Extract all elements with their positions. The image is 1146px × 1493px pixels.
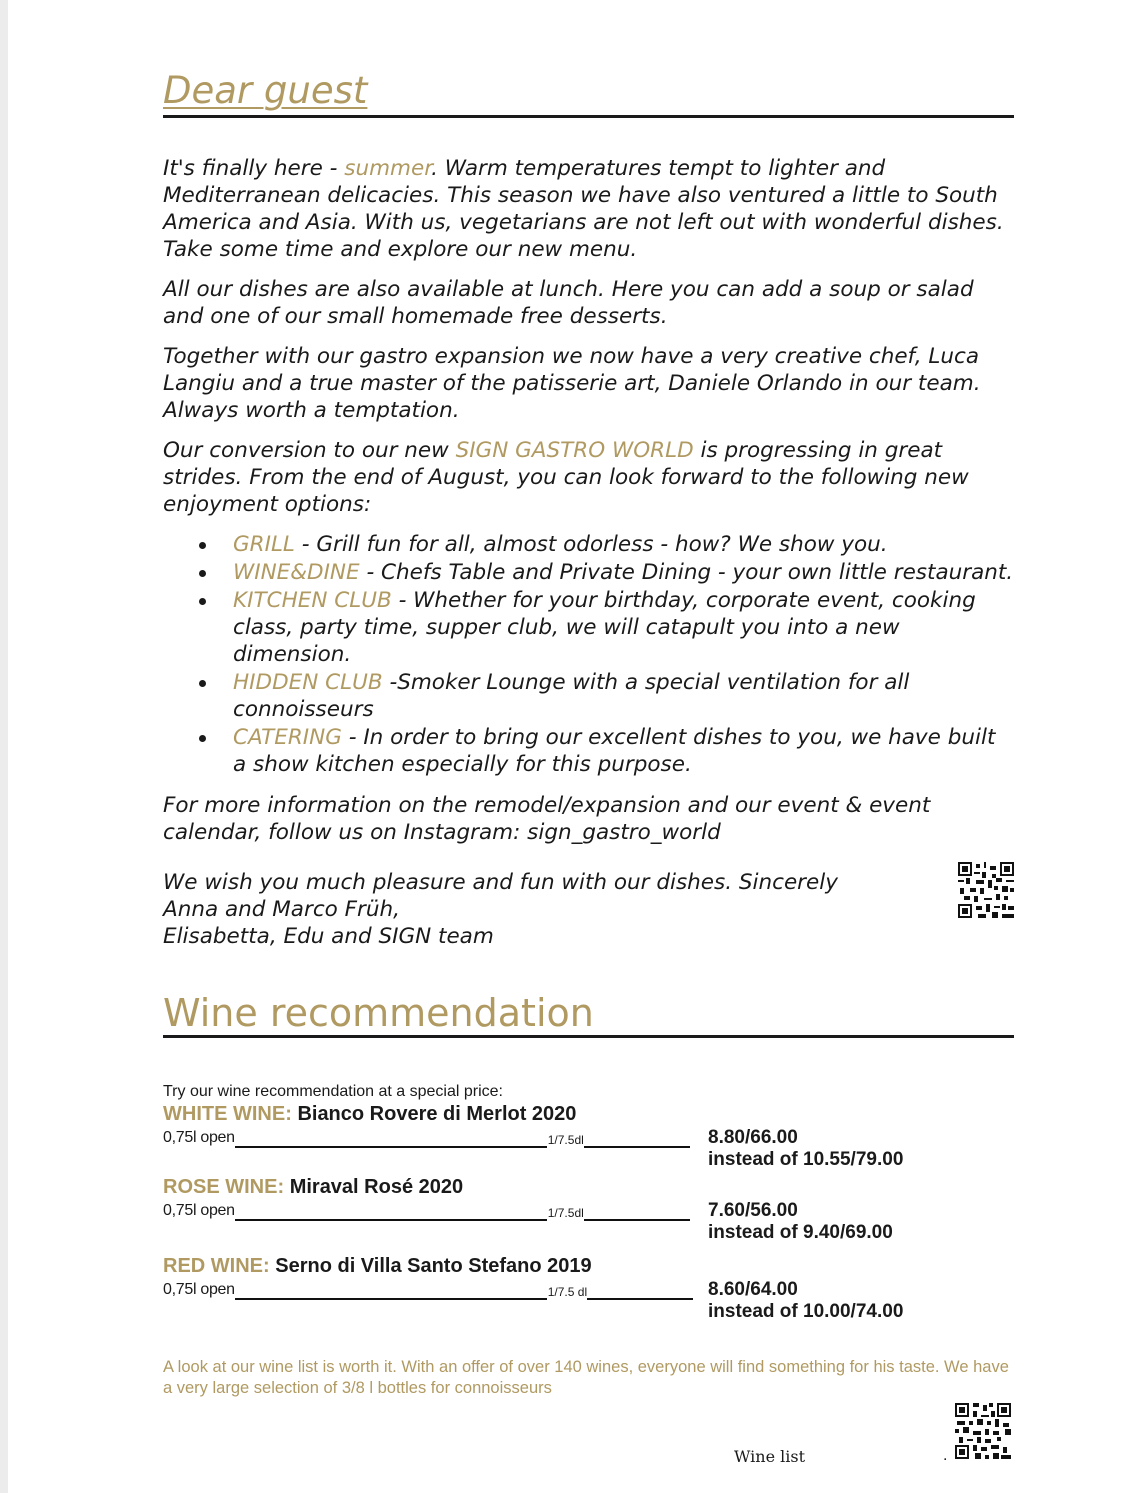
wine-price: 7.60/56.00	[708, 1200, 798, 1221]
wine-title	[163, 1102, 1014, 1126]
wine-recommendation-heading: Wine recommendation	[163, 994, 1014, 1038]
instagram-qr-code-icon[interactable]	[958, 862, 1014, 918]
wine-price: 8.60/64.00	[708, 1279, 798, 1300]
wine-name: Miraval Rosé 2020	[289, 1176, 464, 1198]
price-leader-line	[235, 1205, 547, 1221]
letter-body	[163, 155, 1014, 950]
wine-item-white	[163, 1102, 1014, 1171]
p4-intro: Our conversion to our new	[163, 438, 456, 463]
wine-category: RED WINE:	[163, 1255, 270, 1277]
wine-intro: Try our wine recommendation at a special price:	[163, 1083, 503, 1100]
option-desc: - Grill fun for all, almost odorless - how? We show you.	[294, 532, 888, 557]
price-leader-line	[584, 1132, 690, 1148]
wine-name: Serno di Villa Santo Stefano 2019	[275, 1255, 592, 1277]
wine-list-footer	[163, 1403, 1014, 1473]
letter-paragraph-5: For more information on the remodel/expansion and our event & event calendar, follow us on Instagram: sign_gastro_world	[163, 793, 931, 845]
option-desc: - In order to bring our excellent dishes to you, we have built a show kitchen especially for this purpose.	[233, 725, 996, 777]
footer-dot: .	[943, 1447, 948, 1464]
page-edge	[0, 0, 8, 1493]
wine-title	[163, 1175, 1014, 1199]
wine-item-red	[163, 1254, 1014, 1323]
summer-highlight: summer	[344, 156, 432, 181]
option-desc: -Smoker Lounge with a special ventilation for all connoisseurs	[233, 670, 910, 722]
dear-guest-heading: Dear guest	[163, 72, 1014, 118]
wine-regular-price: instead of 10.00/74.00	[708, 1301, 904, 1322]
wine-item-rose	[163, 1175, 1014, 1244]
wine-portion: 1/7.5dl	[547, 1206, 584, 1220]
wine-name: Bianco Rovere di Merlot 2020	[297, 1103, 577, 1125]
letter-paragraph-2: All our dishes are also available at lunch. Here you can add a soup or salad and one of our small homemade free desserts.	[163, 277, 974, 329]
price-leader-line	[235, 1284, 547, 1300]
wine-title	[163, 1254, 1014, 1278]
closing-line-1: We wish you much pleasure and fun with our dishes. Sincerely	[163, 870, 838, 895]
sign-gastro-world-highlight: SIGN GASTRO WORLD	[455, 438, 694, 463]
wine-size: 0,75l open	[163, 1281, 235, 1298]
option-name: GRILL	[233, 532, 295, 557]
option-name: HIDDEN CLUB	[233, 670, 383, 695]
closing-line-2: Anna and Marco Früh,	[163, 897, 400, 922]
wine-price-row	[163, 1126, 1014, 1148]
list-item	[233, 724, 1014, 778]
wine-list-note: A look at our wine list is worth it. With an offer of over 140 wines, everyone will find something for his taste. We have a very large selection of 3/8 l bottles for connoisseurs	[163, 1358, 1009, 1397]
wine-price: 8.80/66.00	[708, 1127, 798, 1148]
p1-rest: . Warm temperatures tempt to lighter and Mediterranean delicacies. This season we have also ventured a little to South America and Asia. With us, vegetarians are not left out with wonderful dishes. Take some time and explore our new menu.	[163, 156, 1004, 262]
wine-portion: 1/7.5dl	[547, 1133, 584, 1147]
wine-recommendation-section	[163, 1082, 1014, 1473]
enjoyment-options-list	[163, 531, 1014, 778]
p1-intro: It's finally here -	[163, 156, 345, 181]
list-item	[233, 531, 1014, 558]
wine-regular-price: instead of 10.55/79.00	[708, 1149, 904, 1170]
list-item	[233, 669, 1014, 723]
letter-paragraph-1	[163, 155, 1014, 263]
option-desc: - Whether for your birthday, corporate event, cooking class, party time, supper club, we will catapult you into a new dimension.	[233, 588, 976, 667]
wine-category: ROSE WINE:	[163, 1176, 285, 1198]
list-item	[233, 587, 1014, 668]
menu-page	[163, 69, 1014, 1473]
letter-closing	[163, 869, 1014, 950]
option-name: KITCHEN CLUB	[233, 588, 392, 613]
price-leader-line	[584, 1205, 690, 1221]
wine-price-row	[163, 1278, 1014, 1300]
wine-portion: 1/7.5 dl	[547, 1285, 588, 1299]
letter-paragraph-3: Together with our gastro expansion we now have a very creative chef, Luca Langiu and a true master of the patisserie art, Daniele Orlando in our team. Always worth a temptation.	[163, 344, 981, 423]
price-leader-line	[587, 1284, 693, 1300]
wine-size: 0,75l open	[163, 1129, 235, 1146]
wine-category: WHITE WINE:	[163, 1103, 292, 1125]
list-item	[233, 559, 1014, 586]
option-name: WINE&DINE	[233, 560, 360, 585]
wine-price-row	[163, 1199, 1014, 1221]
wine-regular-price: instead of 9.40/69.00	[708, 1222, 893, 1243]
closing-line-3: Elisabetta, Edu and SIGN team	[163, 924, 494, 949]
option-desc: - Chefs Table and Private Dining - your own little restaurant.	[359, 560, 1014, 585]
wine-size: 0,75l open	[163, 1202, 235, 1219]
wine-list-qr-code-icon[interactable]	[955, 1403, 1011, 1459]
p4-rest: is progressing in great strides. From the end of August, you can look forward to the following new enjoyment options:	[163, 438, 969, 517]
letter-paragraph-4	[163, 437, 1014, 518]
option-name: CATERING	[233, 725, 342, 750]
price-leader-line	[235, 1132, 547, 1148]
wine-list-link[interactable]: Wine list	[734, 1447, 806, 1466]
